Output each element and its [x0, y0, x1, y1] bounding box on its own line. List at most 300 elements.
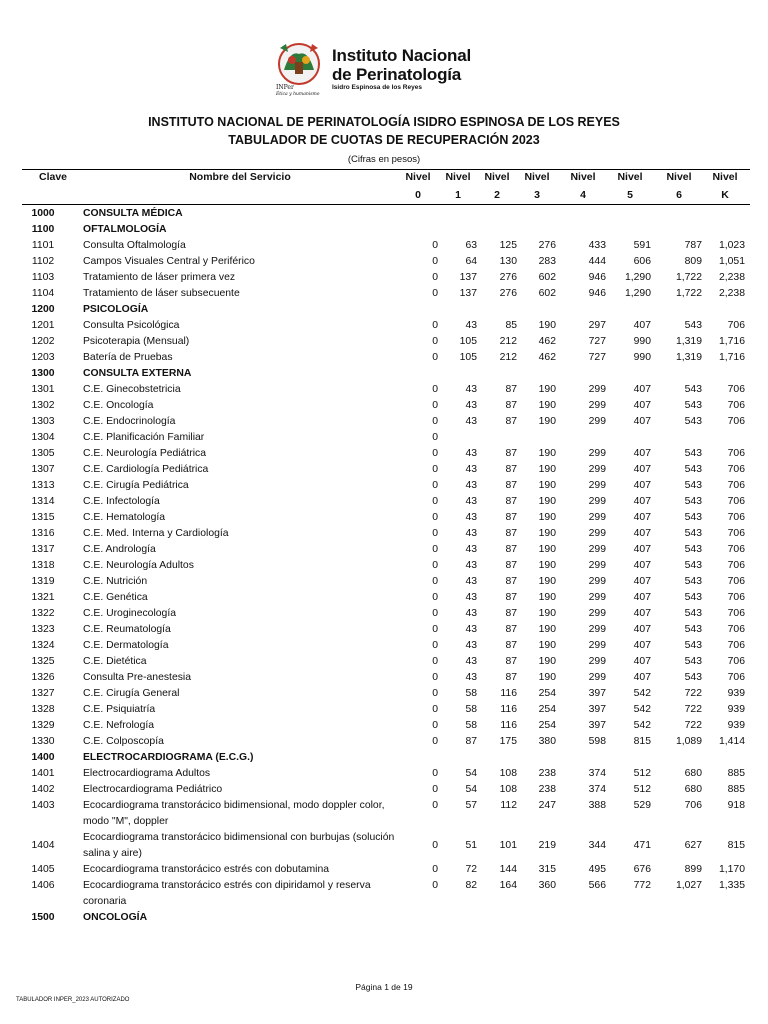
- table-row: [0, 254, 768, 270]
- service-name: Ecocardiograma transtorácico estrés con dipiridamol y reserva coronaria: [83, 880, 371, 907]
- table-row: [0, 334, 768, 350]
- fee-level-5: 407: [633, 496, 651, 507]
- service-name: C.E. Dietética: [83, 656, 147, 667]
- fee-level-4: 299: [588, 544, 606, 555]
- service-name: C.E. Genética: [83, 592, 148, 603]
- fee-level-0: 0: [432, 432, 438, 443]
- service-name: C.E. Nefrología: [83, 720, 155, 731]
- fee-level-3: 254: [538, 720, 556, 731]
- fee-level-3: 247: [538, 800, 556, 811]
- fee-level-0: 0: [432, 656, 438, 667]
- service-name: Ecocardiograma transtorácico bidimensional con burbujas (solución salina y aire): [83, 832, 395, 859]
- service-code: 1303: [31, 416, 55, 427]
- fee-level-4: 299: [588, 400, 606, 411]
- service-name: PSICOLOGÍA: [83, 304, 149, 315]
- fee-level-k: 706: [727, 640, 745, 651]
- fee-level-5: 772: [633, 880, 651, 891]
- fee-level-0: 0: [432, 608, 438, 619]
- fee-level-3: 602: [538, 272, 556, 283]
- header-level-0: 0: [415, 189, 421, 201]
- fee-level-3: 190: [538, 320, 556, 331]
- service-code: 1317: [31, 544, 55, 555]
- institute-logo: [272, 40, 502, 104]
- fee-level-1: 43: [465, 464, 477, 475]
- fee-level-6: 787: [684, 240, 702, 251]
- section-row: [0, 222, 768, 238]
- service-code: 1200: [31, 304, 55, 315]
- fee-level-4: 433: [588, 240, 606, 251]
- fee-level-5: 676: [633, 864, 651, 875]
- fee-level-4: 397: [588, 704, 606, 715]
- service-code: 1403: [31, 800, 55, 811]
- header-nivel-word: Nivel: [484, 171, 510, 183]
- fee-level-0: 0: [432, 464, 438, 475]
- fee-level-2: 125: [499, 240, 517, 251]
- fee-level-0: 0: [432, 288, 438, 299]
- fee-level-5: 407: [633, 624, 651, 635]
- service-name: Consulta Psicológica: [83, 320, 180, 331]
- fee-level-4: 397: [588, 720, 606, 731]
- fee-level-2: 87: [505, 528, 517, 539]
- fee-level-1: 43: [465, 624, 477, 635]
- table-row: [0, 430, 768, 446]
- service-code: 1103: [31, 272, 55, 283]
- fee-level-3: 190: [538, 400, 556, 411]
- fee-level-2: 87: [505, 480, 517, 491]
- fee-level-5: 990: [633, 352, 651, 363]
- fee-level-0: 0: [432, 528, 438, 539]
- fee-level-6: 809: [684, 256, 702, 267]
- fee-level-4: 444: [588, 256, 606, 267]
- fee-level-k: 2,238: [718, 272, 745, 283]
- fee-level-6: 680: [684, 768, 702, 779]
- fee-level-5: 407: [633, 656, 651, 667]
- fee-level-k: 1,716: [718, 352, 745, 363]
- fee-level-1: 43: [465, 560, 477, 571]
- header-level-5: 5: [627, 189, 633, 201]
- fee-level-k: 706: [727, 528, 745, 539]
- header-level-6: 6: [676, 189, 682, 201]
- fee-level-5: 407: [633, 320, 651, 331]
- fee-level-4: 397: [588, 688, 606, 699]
- fee-level-4: 299: [588, 608, 606, 619]
- fee-level-5: 407: [633, 672, 651, 683]
- fee-level-0: 0: [432, 560, 438, 571]
- fee-level-1: 54: [465, 768, 477, 779]
- fee-level-5: 407: [633, 416, 651, 427]
- table-row: [0, 382, 768, 398]
- table-row: [0, 510, 768, 526]
- fee-level-0: 0: [432, 384, 438, 395]
- fee-level-2: 87: [505, 464, 517, 475]
- service-code: 1401: [31, 768, 55, 779]
- table-row: [0, 542, 768, 558]
- fee-level-2: 175: [499, 736, 517, 747]
- fee-level-4: 566: [588, 880, 606, 891]
- fee-level-4: 299: [588, 464, 606, 475]
- table-row: [0, 350, 768, 366]
- fee-level-k: 706: [727, 464, 745, 475]
- service-name: C.E. Nutrición: [83, 576, 148, 587]
- fee-level-3: 238: [538, 768, 556, 779]
- service-code: 1405: [31, 864, 55, 875]
- fee-level-4: 344: [588, 840, 606, 851]
- service-name: C.E. Hematología: [83, 512, 166, 523]
- table-row: [0, 654, 768, 670]
- fee-level-5: 407: [633, 512, 651, 523]
- service-code: 1321: [31, 592, 55, 603]
- table-row: [0, 446, 768, 462]
- service-code: 1314: [31, 496, 55, 507]
- service-code: 1100: [31, 224, 55, 235]
- fee-level-k: 939: [727, 720, 745, 731]
- logo-subline: Isidro Espinosa de los Reyes: [332, 84, 422, 91]
- fee-level-k: 1,023: [718, 240, 745, 251]
- service-code: 1104: [31, 288, 55, 299]
- fee-level-1: 105: [459, 336, 477, 347]
- fee-level-4: 299: [588, 448, 606, 459]
- fee-level-6: 1,319: [675, 336, 702, 347]
- service-name: ONCOLOGÍA: [83, 912, 148, 923]
- fee-level-2: 87: [505, 560, 517, 571]
- table-row: [0, 702, 768, 718]
- fee-level-k: 1,170: [718, 864, 745, 875]
- service-code: 1202: [31, 336, 55, 347]
- fee-level-4: 297: [588, 320, 606, 331]
- header-nivel-word: Nivel: [405, 171, 431, 183]
- service-code: 1328: [31, 704, 55, 715]
- fee-level-5: 471: [633, 840, 651, 851]
- fee-level-4: 374: [588, 784, 606, 795]
- fee-level-1: 43: [465, 528, 477, 539]
- header-bottom-rule: [22, 204, 750, 205]
- fee-level-5: 407: [633, 464, 651, 475]
- document-title-line2: TABULADOR DE CUOTAS DE RECUPERACIÓN 2023: [228, 133, 540, 147]
- fee-level-5: 512: [633, 768, 651, 779]
- fee-level-k: 706: [727, 560, 745, 571]
- service-name: C.E. Colposcopía: [83, 736, 164, 747]
- service-code: 1304: [31, 432, 55, 443]
- table-row: [0, 606, 768, 622]
- fee-level-2: 108: [499, 768, 517, 779]
- fee-level-k: 706: [727, 320, 745, 331]
- fee-level-3: 190: [538, 560, 556, 571]
- fee-level-5: 407: [633, 560, 651, 571]
- fee-level-5: 407: [633, 608, 651, 619]
- fee-level-3: 190: [538, 640, 556, 651]
- service-name: C.E. Dermatología: [83, 640, 169, 651]
- fee-level-3: 190: [538, 416, 556, 427]
- service-name: Electrocardiograma Pediátrico: [83, 784, 223, 795]
- fee-level-6: 543: [684, 464, 702, 475]
- fee-level-3: 190: [538, 576, 556, 587]
- fee-level-k: 2,238: [718, 288, 745, 299]
- fee-level-2: 116: [500, 720, 517, 731]
- fee-level-0: 0: [432, 640, 438, 651]
- fee-level-1: 43: [465, 384, 477, 395]
- fee-level-0: 0: [432, 864, 438, 875]
- fee-level-3: 190: [538, 656, 556, 667]
- fee-level-4: 388: [588, 800, 606, 811]
- fee-level-0: 0: [432, 800, 438, 811]
- fee-level-6: 722: [684, 720, 702, 731]
- service-name: C.E. Andrología: [83, 544, 156, 555]
- fee-level-4: 598: [588, 736, 606, 747]
- fee-level-0: 0: [432, 784, 438, 795]
- fee-level-5: 407: [633, 480, 651, 491]
- fee-level-3: 190: [538, 448, 556, 459]
- table-row: [0, 830, 768, 862]
- fee-level-k: 918: [727, 800, 745, 811]
- fee-level-k: 939: [727, 688, 745, 699]
- fee-level-6: 680: [684, 784, 702, 795]
- fee-level-k: 706: [727, 480, 745, 491]
- table-row: [0, 766, 768, 782]
- fee-level-k: 706: [727, 624, 745, 635]
- table-row: [0, 718, 768, 734]
- fee-level-4: 299: [588, 496, 606, 507]
- service-name: C.E. Planificación Familiar: [83, 432, 205, 443]
- fee-level-0: 0: [432, 768, 438, 779]
- fee-level-2: 276: [499, 272, 517, 283]
- table-row: [0, 238, 768, 254]
- fee-level-4: 299: [588, 592, 606, 603]
- table-row: [0, 574, 768, 590]
- fee-level-k: 1,051: [718, 256, 745, 267]
- fee-level-2: 87: [505, 640, 517, 651]
- fee-level-6: 543: [684, 640, 702, 651]
- fee-level-1: 54: [465, 784, 477, 795]
- fee-level-1: 43: [465, 448, 477, 459]
- fee-level-3: 190: [538, 672, 556, 683]
- fee-level-5: 1,290: [624, 288, 651, 299]
- fee-level-5: 542: [633, 704, 651, 715]
- fee-level-k: 815: [727, 840, 745, 851]
- section-row: [0, 750, 768, 766]
- service-name: Electrocardiograma Adultos: [83, 768, 211, 779]
- fee-level-1: 43: [465, 480, 477, 491]
- fee-level-0: 0: [432, 240, 438, 251]
- service-code: 1329: [31, 720, 55, 731]
- fee-level-2: 276: [499, 288, 517, 299]
- fee-level-4: 299: [588, 480, 606, 491]
- fee-level-5: 512: [633, 784, 651, 795]
- fee-level-5: 591: [633, 240, 651, 251]
- fee-level-1: 43: [465, 576, 477, 587]
- fee-level-2: 87: [505, 400, 517, 411]
- fee-level-6: 543: [684, 672, 702, 683]
- fee-level-4: 299: [588, 560, 606, 571]
- fee-level-3: 219: [538, 840, 556, 851]
- fee-level-1: 51: [465, 840, 477, 851]
- fee-level-6: 1,722: [675, 288, 702, 299]
- table-row: [0, 670, 768, 686]
- service-name: C.E. Uroginecología: [83, 608, 176, 619]
- table-row: [0, 478, 768, 494]
- fee-level-3: 190: [538, 592, 556, 603]
- fee-level-2: 144: [499, 864, 517, 875]
- fee-level-0: 0: [432, 256, 438, 267]
- fee-level-3: 602: [538, 288, 556, 299]
- table-row: [0, 558, 768, 574]
- header-level-4: 4: [580, 189, 586, 201]
- fee-level-4: 299: [588, 624, 606, 635]
- table-row: [0, 734, 768, 750]
- table-row: [0, 782, 768, 798]
- fee-level-2: 87: [505, 448, 517, 459]
- service-name: Tratamiento de láser primera vez: [83, 272, 236, 283]
- table-row: [0, 862, 768, 878]
- fee-level-0: 0: [432, 688, 438, 699]
- fee-level-1: 87: [465, 736, 477, 747]
- fee-level-2: 87: [505, 576, 517, 587]
- service-name: Ecocardiograma transtorácico bidimensional, modo doppler color, modo "M", doppler: [83, 800, 385, 827]
- fee-level-5: 542: [633, 688, 651, 699]
- header-top-rule: [22, 169, 750, 170]
- fee-level-3: 190: [538, 496, 556, 507]
- fee-level-3: 190: [538, 528, 556, 539]
- fee-level-6: 543: [684, 448, 702, 459]
- service-name: Consulta Pre-anestesia: [83, 672, 192, 683]
- fee-level-6: 543: [684, 576, 702, 587]
- fee-level-6: 543: [684, 608, 702, 619]
- fee-level-6: 543: [684, 624, 702, 635]
- fee-level-2: 101: [499, 840, 517, 851]
- fee-level-5: 542: [633, 720, 651, 731]
- service-name: C.E. Neurología Adultos: [83, 560, 194, 571]
- fee-level-4: 374: [588, 768, 606, 779]
- service-code: 1402: [31, 784, 55, 795]
- table-row: [0, 462, 768, 478]
- fee-level-3: 283: [538, 256, 556, 267]
- table-row: [0, 878, 768, 910]
- table-row: [0, 686, 768, 702]
- header-level-3: 3: [534, 189, 540, 201]
- fee-level-4: 299: [588, 656, 606, 667]
- fee-level-3: 380: [538, 736, 556, 747]
- fee-level-4: 299: [588, 416, 606, 427]
- service-name: C.E. Cirugía General: [83, 688, 180, 699]
- table-row: [0, 526, 768, 542]
- footer-note: TABULADOR INPER_2023 AUTORIZADO: [16, 997, 130, 1003]
- fee-level-4: 727: [588, 352, 606, 363]
- fee-level-5: 1,290: [624, 272, 651, 283]
- fee-level-k: 706: [727, 656, 745, 667]
- fee-level-2: 87: [505, 624, 517, 635]
- fee-level-5: 407: [633, 384, 651, 395]
- service-name: C.E. Cirugía Pediátrica: [83, 480, 189, 491]
- service-code: 1323: [31, 624, 55, 635]
- fee-level-4: 727: [588, 336, 606, 347]
- fee-level-3: 190: [538, 624, 556, 635]
- header-nivel-word: Nivel: [570, 171, 596, 183]
- header-nombre: Nombre del Servicio: [189, 171, 291, 183]
- section-row: [0, 366, 768, 382]
- fee-level-0: 0: [432, 512, 438, 523]
- fee-level-4: 299: [588, 672, 606, 683]
- fee-level-k: 706: [727, 448, 745, 459]
- fee-level-6: 543: [684, 512, 702, 523]
- service-code: 1305: [31, 448, 55, 459]
- fee-level-3: 254: [538, 704, 556, 715]
- fee-level-3: 315: [538, 864, 556, 875]
- fee-level-2: 87: [505, 384, 517, 395]
- fee-level-1: 43: [465, 512, 477, 523]
- fee-level-3: 190: [538, 608, 556, 619]
- fee-level-0: 0: [432, 416, 438, 427]
- table-row: [0, 638, 768, 654]
- fee-level-2: 116: [500, 688, 517, 699]
- service-code: 1102: [31, 256, 55, 267]
- service-name: C.E. Ginecobstetricia: [83, 384, 181, 395]
- fee-level-2: 130: [499, 256, 517, 267]
- fee-level-0: 0: [432, 592, 438, 603]
- section-row: [0, 910, 768, 926]
- fee-level-k: 1,414: [718, 736, 745, 747]
- fee-level-6: 1,722: [675, 272, 702, 283]
- fee-level-3: 190: [538, 544, 556, 555]
- fee-level-2: 112: [500, 800, 517, 811]
- service-code: 1406: [31, 880, 55, 891]
- fee-level-6: 722: [684, 688, 702, 699]
- fee-level-6: 1,319: [675, 352, 702, 363]
- service-name: C.E. Oncología: [83, 400, 154, 411]
- fee-level-k: 1,716: [718, 336, 745, 347]
- service-code: 1315: [31, 512, 55, 523]
- fee-level-5: 990: [633, 336, 651, 347]
- fee-level-5: 407: [633, 400, 651, 411]
- header-level-1: 1: [455, 189, 461, 201]
- fee-level-3: 190: [538, 464, 556, 475]
- document-subtitle: (Cifras en pesos): [347, 154, 421, 165]
- service-code: 1307: [31, 464, 55, 475]
- fee-level-5: 407: [633, 592, 651, 603]
- page-number: Página 1 de 19: [355, 982, 413, 992]
- service-code: 1404: [31, 840, 55, 851]
- fee-level-1: 137: [459, 272, 477, 283]
- fee-level-0: 0: [432, 704, 438, 715]
- tariff-table-body: [0, 206, 768, 926]
- fee-level-4: 299: [588, 640, 606, 651]
- table-row: [0, 494, 768, 510]
- fee-level-0: 0: [432, 480, 438, 491]
- section-row: [0, 302, 768, 318]
- service-name: C.E. Reumatología: [83, 624, 171, 635]
- header-nivel-word: Nivel: [666, 171, 692, 183]
- service-code: 1316: [31, 528, 55, 539]
- fee-level-2: 108: [499, 784, 517, 795]
- fee-level-5: 529: [633, 800, 651, 811]
- service-name: Psicoterapia (Mensual): [83, 336, 190, 347]
- fee-level-1: 82: [465, 880, 477, 891]
- fee-level-1: 72: [465, 864, 477, 875]
- fee-level-k: 706: [727, 400, 745, 411]
- fee-level-3: 190: [538, 384, 556, 395]
- service-code: 1301: [31, 384, 55, 395]
- fee-level-k: 885: [727, 768, 745, 779]
- fee-level-3: 462: [538, 336, 556, 347]
- fee-level-2: 87: [505, 496, 517, 507]
- table-row: [0, 286, 768, 302]
- fee-level-k: 706: [727, 384, 745, 395]
- service-name: ELECTROCARDIOGRAMA (E.C.G.): [83, 752, 254, 763]
- header-nivel-word: Nivel: [524, 171, 550, 183]
- fee-level-1: 43: [465, 656, 477, 667]
- header-clave: Clave: [38, 171, 68, 183]
- fee-level-0: 0: [432, 336, 438, 347]
- fee-level-k: 706: [727, 672, 745, 683]
- fee-level-6: 543: [684, 528, 702, 539]
